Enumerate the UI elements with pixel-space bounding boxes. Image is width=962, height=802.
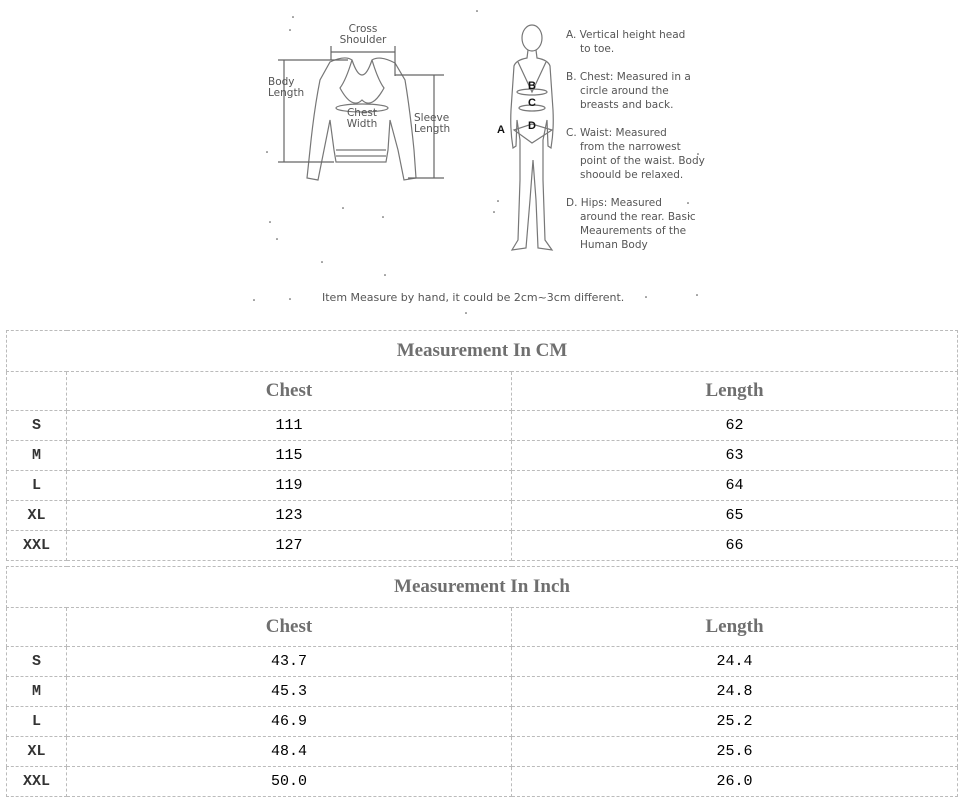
measurement-legend — [566, 28, 706, 266]
label-line: Cross — [348, 23, 378, 35]
size-guide-diagram — [0, 0, 962, 325]
table-row — [7, 707, 958, 737]
chest-cell: 111 — [67, 411, 512, 441]
table-title: Measurement In CM — [7, 331, 958, 372]
legend-head: D. Hips: Measured — [566, 197, 662, 209]
measurement-note: Item Measure by hand, it could be 2cm~3cm different. — [322, 291, 625, 304]
legend-item-b — [566, 70, 706, 112]
header-length: Length — [512, 372, 958, 411]
table-header-row — [7, 608, 958, 647]
table-title-row — [7, 567, 958, 608]
chest-cell: 45.3 — [67, 677, 512, 707]
label-line: Sleeve — [414, 112, 450, 124]
table-row — [7, 411, 958, 441]
size-cell: S — [7, 647, 67, 677]
human-body-illustration-icon — [511, 25, 554, 250]
legend-body: around the rear. Basic Meaurements of the Human Body — [580, 211, 696, 251]
table-row — [7, 531, 958, 561]
body-length-label — [268, 77, 312, 99]
chest-cell: 46.9 — [67, 707, 512, 737]
size-cell: S — [7, 411, 67, 441]
size-cell: L — [7, 471, 67, 501]
label-line: Length — [268, 87, 305, 99]
chest-cell: 50.0 — [67, 767, 512, 797]
chest-width-label — [340, 108, 384, 130]
length-cell: 24.8 — [512, 677, 958, 707]
length-cell: 65 — [512, 501, 958, 531]
legend-item-d — [566, 196, 706, 252]
table-row — [7, 737, 958, 767]
header-size — [7, 608, 67, 647]
legend-head: A. Vertical height head — [566, 29, 686, 41]
table-row — [7, 677, 958, 707]
length-cell: 25.2 — [512, 707, 958, 737]
legend-body: to toe. — [580, 43, 615, 55]
table-title-row — [7, 331, 958, 372]
length-cell: 26.0 — [512, 767, 958, 797]
length-cell: 66 — [512, 531, 958, 561]
table-row — [7, 767, 958, 797]
label-line: Body — [268, 76, 295, 88]
table-row — [7, 441, 958, 471]
letter-a: A — [497, 124, 505, 136]
header-size — [7, 372, 67, 411]
chest-cell: 119 — [67, 471, 512, 501]
cross-shoulder-label — [333, 24, 393, 46]
length-cell: 64 — [512, 471, 958, 501]
size-table-inch — [6, 566, 958, 797]
legend-body: from the narrowest point of the waist. Body shoould be relaxed. — [580, 141, 705, 181]
length-cell: 24.4 — [512, 647, 958, 677]
header-chest: Chest — [67, 608, 512, 647]
size-cell: XXL — [7, 767, 67, 797]
letter-b: B — [528, 80, 536, 92]
letter-d: D — [528, 120, 536, 132]
size-cell: M — [7, 441, 67, 471]
chest-cell: 48.4 — [67, 737, 512, 767]
legend-head: C. Waist: Measured — [566, 127, 667, 139]
table-row — [7, 647, 958, 677]
garment-and-body-illustration — [0, 0, 962, 325]
size-cell: M — [7, 677, 67, 707]
table-header-row — [7, 372, 958, 411]
chest-cell: 123 — [67, 501, 512, 531]
letter-c: C — [528, 97, 536, 109]
size-cell: XXL — [7, 531, 67, 561]
length-cell: 63 — [512, 441, 958, 471]
chest-cell: 127 — [67, 531, 512, 561]
label-line: Length — [414, 123, 451, 135]
table-row — [7, 501, 958, 531]
header-chest: Chest — [67, 372, 512, 411]
table-row — [7, 471, 958, 501]
length-cell: 25.6 — [512, 737, 958, 767]
chest-cell: 43.7 — [67, 647, 512, 677]
sleeve-length-label — [414, 113, 456, 135]
legend-item-a — [566, 28, 706, 56]
label-line: Chest — [346, 107, 378, 119]
table-title: Measurement In Inch — [7, 567, 958, 608]
size-cell: XL — [7, 737, 67, 767]
header-length: Length — [512, 608, 958, 647]
chest-cell: 115 — [67, 441, 512, 471]
legend-item-c — [566, 126, 706, 182]
label-line: Width — [346, 118, 378, 130]
size-table-cm — [6, 330, 958, 561]
size-cell: XL — [7, 501, 67, 531]
label-line: Shoulder — [339, 34, 387, 46]
legend-head: B. Chest: Measured in a — [566, 71, 691, 83]
size-cell: L — [7, 707, 67, 737]
legend-body: circle around the breasts and back. — [580, 85, 674, 111]
length-cell: 62 — [512, 411, 958, 441]
